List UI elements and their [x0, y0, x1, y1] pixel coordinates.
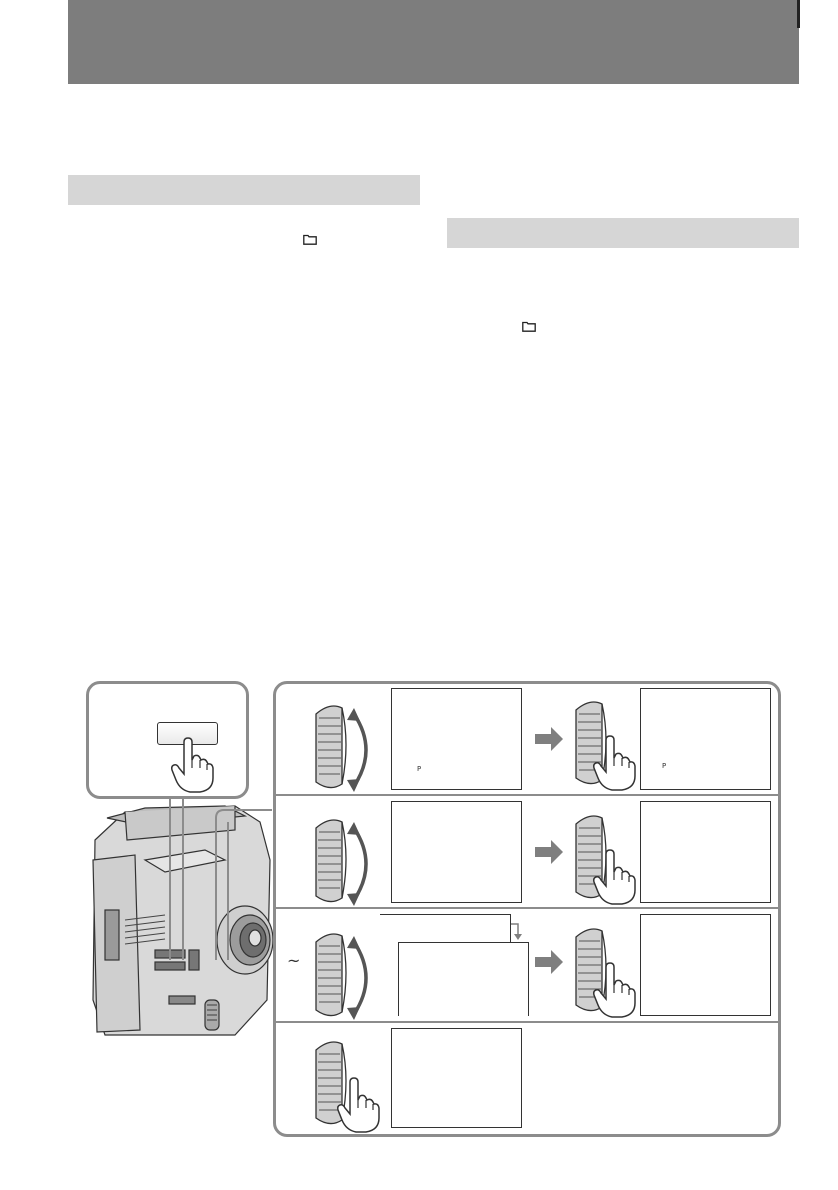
svg-text:~: ~ — [287, 951, 301, 970]
prompt-text: P — [662, 762, 667, 770]
menu-screen-3 — [391, 801, 522, 903]
prompt-text: P — [417, 765, 422, 773]
menu-screen-1 — [391, 688, 522, 790]
menu-screen-2 — [640, 688, 771, 790]
menu-screen-7 — [391, 1028, 522, 1128]
menu-screen-4 — [640, 801, 771, 903]
menu-screen-6 — [640, 914, 771, 1016]
menu-screen-5-front — [398, 942, 529, 1016]
